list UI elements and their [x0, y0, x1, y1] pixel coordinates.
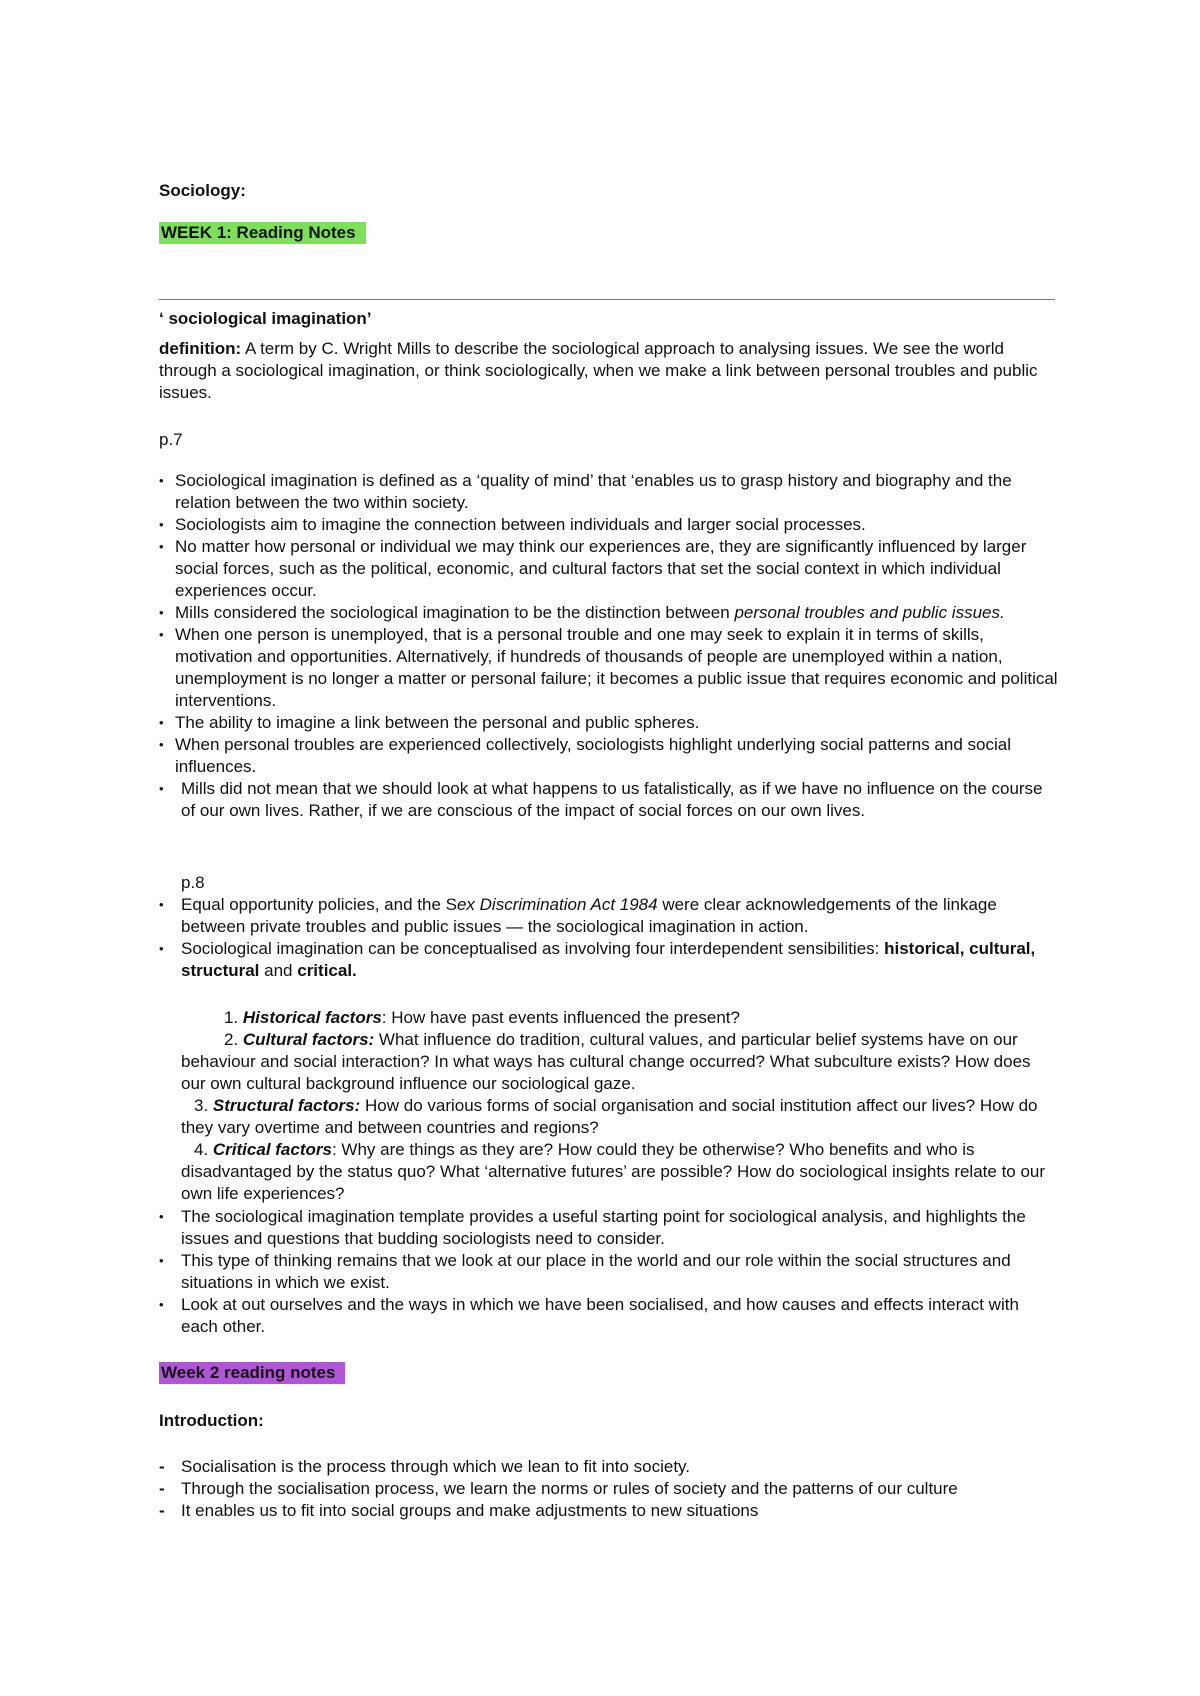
page-ref-8: p.8 — [181, 873, 205, 892]
list-item: - Through the socialisation process, we learn the norms or rules of society and the patterns of our culture — [159, 1478, 1059, 1500]
list-item-italic: personal troubles and public issues. — [734, 603, 1005, 622]
list-item: • No matter how personal or individual we may think our experiences are, they are significantly influenced by larger social forces, such as the political, economic, and cultural factors that set the social context in which individual experiences occur. — [159, 536, 1059, 602]
list-item — [159, 894, 1059, 938]
list-item-text: Mills considered the sociological imagination to be the distinction between — [175, 603, 735, 622]
factor-item — [181, 1029, 1059, 1095]
factor-text: What influence do tradition, cultural values, and particular belief systems have on our behaviour and social interaction? In what ways has cultural change occurred? What subculture exists? How does our own cultural background influence our sociological gaze. — [181, 1030, 1031, 1093]
factor-item — [181, 1007, 1059, 1029]
factor-text: : Why are things as they are? How could they be otherwise? Who benefits and who is disadvantaged by the status quo? What ‘alternative futures’ are possible? How do sociological insights relate to our own life experiences? — [181, 1140, 1046, 1203]
horizontal-rule — [159, 299, 1055, 300]
definition-text: A term by C. Wright Mills to describe the sociological approach to analysing issues. We see the world through a sociological imagination, or think sociologically, when we make a link between personal troubles and public issues. — [159, 339, 1038, 402]
list-item-text: Equal opportunity policies, and the S — [181, 895, 457, 914]
factor-number: 2. — [224, 1030, 243, 1049]
list-item: - It enables us to fit into social groups and make adjustments to new situations — [159, 1500, 1059, 1522]
factor-text: How do various forms of social organisation and social institution affect our lives? How do they vary overtime and between countries and regions? — [181, 1096, 1038, 1137]
list-item: • When one person is unemployed, that is a personal trouble and one may seek to explain it in terms of skills, motivation and opportunities. Alternatively, if hundreds of thousands of people are unemployed within a nation, unemployment is no longer a matter or personal failure; it becomes a public issue that requires economic and political interventions. — [159, 624, 1059, 712]
page-ref-7: p.7 — [159, 430, 183, 449]
bullet-list-p7 — [159, 470, 1059, 822]
week1-heading: WEEK 1: Reading Notes — [159, 222, 366, 244]
act-title: ex Discrimination Act 1984 — [456, 895, 658, 914]
factor-label: Structural factors: — [212, 1096, 361, 1115]
list-item: • The ability to imagine a link between the personal and public spheres. — [159, 712, 1059, 734]
week2-heading: Week 2 reading notes — [159, 1362, 345, 1384]
factors-list — [181, 1007, 1059, 1205]
list-item: • Sociologists aim to imagine the connection between individuals and larger social processes. — [159, 514, 1059, 536]
factor-text: : How have past events influenced the present? — [381, 1008, 740, 1027]
factor-number: 1. — [224, 1008, 243, 1027]
sensibilities-bold: critical. — [297, 961, 357, 980]
list-item — [159, 602, 1059, 624]
factor-label: Critical factors — [212, 1140, 332, 1159]
factor-item — [181, 1139, 1059, 1205]
list-item: • The sociological imagination template provides a useful starting point for sociological analysis, and highlights the issues and questions that budding sociologists need to consider. — [159, 1206, 1059, 1250]
factor-item — [181, 1095, 1059, 1139]
document-title: Sociology: — [159, 181, 246, 200]
introduction-heading: Introduction: — [159, 1411, 264, 1430]
sensibilities-bold: historical, cultural, structural — [181, 939, 1036, 980]
list-item: • This type of thinking remains that we look at our place in the world and our role within the social structures and situations in which we exist. — [159, 1250, 1059, 1294]
bullet-list-p8 — [159, 894, 1059, 982]
intro-list — [159, 1456, 1059, 1522]
list-item: - Socialisation is the process through which we lean to fit into society. — [159, 1456, 1059, 1478]
bullet-list-after — [159, 1206, 1059, 1338]
list-item: • Mills did not mean that we should look at what happens to us fatalistically, as if we have no influence on the course of our own lives. Rather, if we are conscious of the impact of social forces on our own lives. — [159, 778, 1059, 822]
factor-number: 3. — [194, 1096, 213, 1115]
list-item: • When personal troubles are experienced collectively, sociologists highlight underlying social patterns and social influences. — [159, 734, 1059, 778]
definition-paragraph — [159, 338, 1059, 404]
list-item — [159, 938, 1059, 982]
factor-number: 4. — [194, 1140, 213, 1159]
list-item-text: and — [259, 961, 298, 980]
factor-label: Historical factors — [242, 1008, 382, 1027]
list-item-text: were clear acknowledgements of the linkage between private troubles and public issues — the sociological imagination in action. — [181, 895, 997, 936]
list-item: • Sociological imagination is defined as a ‘quality of mind’ that ‘enables us to grasp history and biography and the relation between the two within society. — [159, 470, 1059, 514]
term-heading: ‘ sociological imagination’ — [159, 309, 372, 328]
list-item-text: Sociological imagination can be conceptualised as involving four interdependent sensibilities: — [181, 939, 885, 958]
list-item: • Look at out ourselves and the ways in which we have been socialised, and how causes and effects interact with each other. — [159, 1294, 1059, 1338]
definition-label: definition: — [159, 339, 242, 358]
factor-label: Cultural factors: — [242, 1030, 375, 1049]
